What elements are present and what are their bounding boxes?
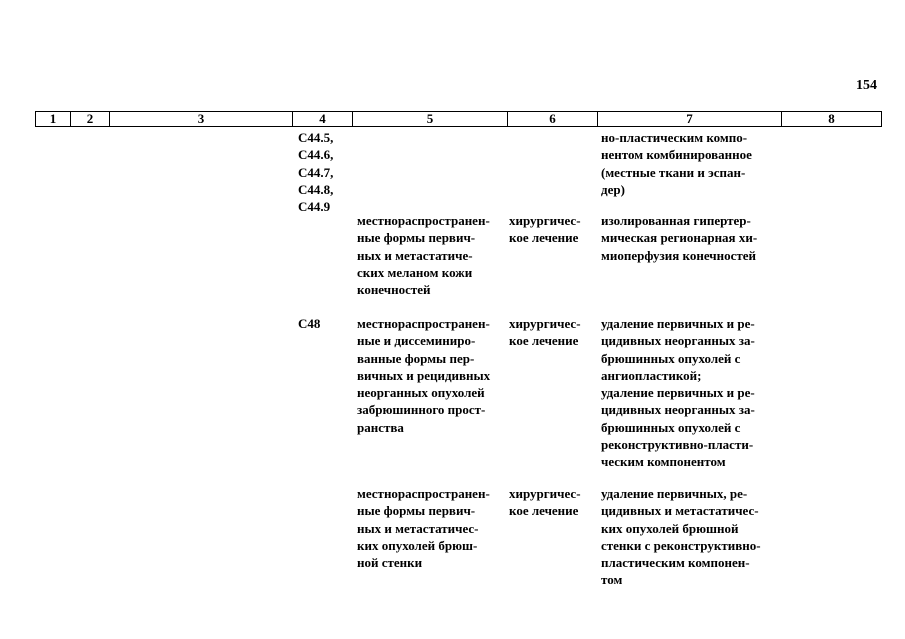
condition-cell: местнораспространен- ные формы первич- ных и метастатиче- ских меланом кожи конечностей	[357, 213, 490, 298]
treatment-cell: хирургичес- кое лечение	[509, 316, 581, 349]
icd-codes-cell: C44.5, C44.6, C44.7, C44.8, C44.9	[298, 130, 334, 215]
column-header-7: 7	[598, 112, 782, 126]
method-cell: но-пластическим компо- нентом комбинированное (местные ткани и эспан- дер)	[601, 130, 752, 197]
column-header-4: 4	[293, 112, 353, 126]
treatment-cell: хирургичес- кое лечение	[509, 213, 581, 246]
method-cell: изолированная гипертер- мическая регионарная хи- миоперфузия конечностей	[601, 213, 758, 263]
condition-cell: местнораспространен- ные формы первич- ных и метастатичес- ких опухолей брюш- ной стенки	[357, 486, 490, 571]
column-header-8: 8	[828, 111, 835, 126]
method-cell: удаление первичных и ре- цидивных неорганных за- брюшинных опухолей с ангиопластикой; удаление первичных и ре- цидивных неорганных за- брюшинных опухолей с реконструктивно-пласти- ческим компонентом	[601, 316, 755, 470]
page-number: 154	[856, 78, 877, 93]
icd-codes-cell: C48	[298, 316, 321, 331]
table-header-row	[35, 111, 882, 127]
column-header-1: 1	[36, 112, 71, 126]
method-cell: удаление первичных, ре- цидивных и метастатичес- ких опухолей брюшной стенки с реконструктивно- пластическим компонен- том	[601, 486, 761, 588]
treatment-cell: хирургичес- кое лечение	[509, 486, 581, 519]
column-header-5: 5	[353, 112, 508, 126]
column-header-6: 6	[508, 112, 598, 126]
condition-cell: местнораспространен- ные и диссеминиро- ванные формы пер- вичных и рецидивных неорганных опухолей забрюшинного прост- ранства	[357, 316, 491, 435]
column-header-3: 3	[110, 112, 293, 126]
column-header-2: 2	[71, 112, 110, 126]
